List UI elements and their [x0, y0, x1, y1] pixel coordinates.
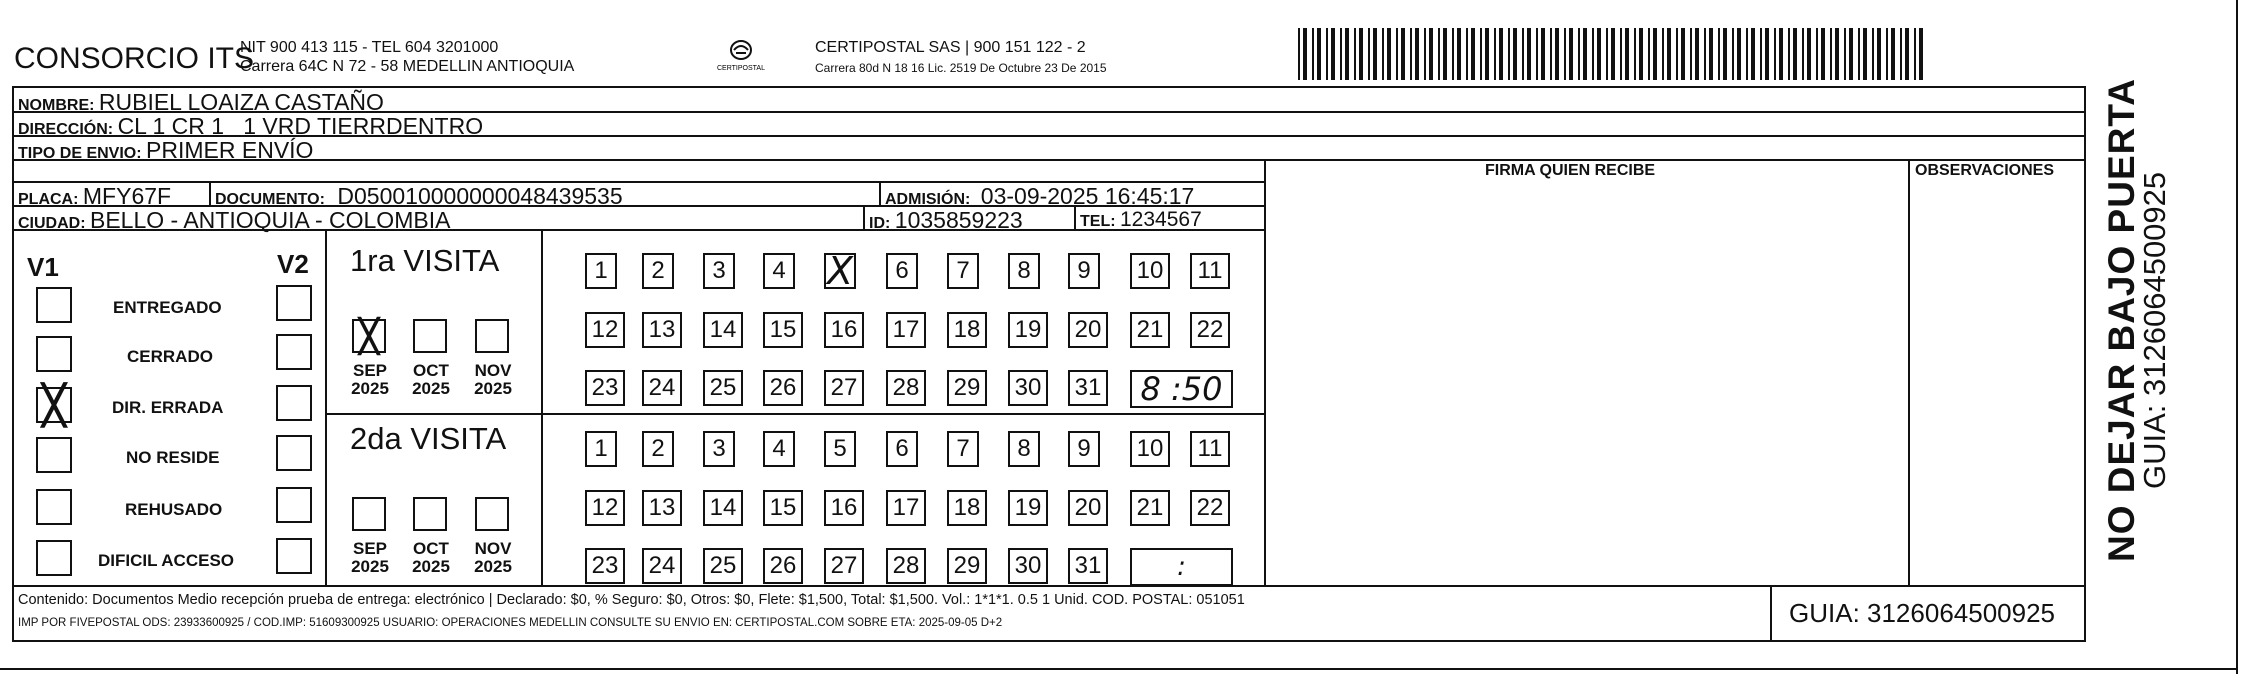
guide-frame: [12, 86, 2086, 642]
barcode-bar: [1886, 28, 1888, 80]
barcode-bar: [1676, 28, 1678, 80]
barcode-bar: [1597, 28, 1601, 80]
v2-checkbox[interactable]: [276, 334, 312, 370]
admision-value: 03-09-2025 16:45:17: [980, 183, 1195, 209]
v2-checkbox[interactable]: [276, 385, 312, 421]
certipostal-logo: [714, 38, 768, 78]
barcode-bar: [1373, 28, 1377, 80]
tel-label: TEL:: [1080, 213, 1116, 230]
id-row: [869, 209, 1023, 232]
barcode-bar: [1709, 28, 1713, 80]
day-box[interactable]: 27: [824, 370, 864, 406]
month-checkbox[interactable]: [352, 497, 386, 531]
month-label: [473, 362, 513, 398]
svg-text:CERTIPOSTAL: CERTIPOSTAL: [717, 65, 765, 72]
certipostal-address: Carrera 80d N 18 16 Lic. 2519 De Octubre 23 De 2015: [815, 61, 1107, 75]
v2-label: V2: [277, 249, 309, 279]
day-box[interactable]: 4: [763, 431, 795, 467]
documento-label: DOCUMENTO:: [215, 191, 325, 208]
v1-checkbox[interactable]: [36, 287, 72, 323]
day-box[interactable]: 11: [1190, 431, 1230, 467]
barcode-bar: [1354, 28, 1356, 80]
direccion-row: [18, 115, 483, 138]
day-box[interactable]: 2: [642, 253, 674, 289]
barcode-bar: [1625, 28, 1629, 80]
v1-checkbox[interactable]: ╳: [36, 387, 72, 423]
day-box[interactable]: 8: [1008, 253, 1040, 289]
barcode-bar: [1536, 28, 1538, 80]
barcode-bar: [1583, 28, 1587, 80]
month-checkbox[interactable]: ╳: [352, 319, 386, 353]
footer-guia: GUIA: 3126064500925: [1789, 598, 2055, 628]
day-box[interactable]: 17: [886, 490, 926, 526]
day-box[interactable]: 9: [1068, 253, 1100, 289]
barcode-bar: [1690, 28, 1692, 80]
barcode-bar: [1737, 28, 1741, 80]
barcode-bar: [1592, 28, 1594, 80]
barcode-bar: [1466, 28, 1468, 80]
barcode-bar: [1480, 28, 1482, 80]
barcode-bar: [1807, 28, 1811, 80]
month-year: 2025: [351, 378, 389, 398]
month-checkbox[interactable]: [413, 497, 447, 531]
day-box[interactable]: 6: [886, 253, 918, 289]
barcode-bar: [1569, 28, 1573, 80]
barcode-bar: [1331, 28, 1335, 80]
barcode-bar: [1457, 28, 1461, 80]
month-label: [411, 362, 451, 398]
barcode-bar: [1345, 28, 1349, 80]
day-box[interactable]: 15: [763, 312, 803, 348]
barcode-bar: [1606, 28, 1608, 80]
barcode-bar: [1835, 28, 1839, 80]
v1-checkbox[interactable]: [36, 489, 72, 525]
month-name: NOV: [474, 361, 512, 380]
barcode-bar: [1793, 28, 1797, 80]
visit-title: 2da VISITA: [350, 421, 507, 456]
imp-line: IMP POR FIVEPOSTAL ODS: 23933600925 / COD.IMP: 51609300925 USUARIO: OPERACIONES MEDELLIN CONSULTE SU ENVIO EN: CERTIPOSTAL.COM SOBRE ETA: 2025-09-05 D+2: [18, 617, 1003, 629]
barcode-bar: [1401, 28, 1405, 80]
day-box[interactable]: 25: [703, 548, 743, 584]
barcode-bar: [1312, 28, 1314, 80]
barcode-bar: [1541, 28, 1545, 80]
day-box[interactable]: 27: [824, 548, 864, 584]
v1-checkbox[interactable]: [36, 437, 72, 473]
day-box[interactable]: 26: [763, 548, 803, 584]
firma-header: FIRMA QUIEN RECIBE: [1485, 162, 1656, 179]
barcode-bar: [1611, 28, 1615, 80]
day-box[interactable]: 20: [1068, 490, 1108, 526]
barcode-bar: [1303, 28, 1307, 80]
day-box[interactable]: 7: [947, 431, 979, 467]
barcode-bar: [1340, 28, 1342, 80]
placa-value: MFY67F: [82, 183, 172, 209]
barcode-bar: [1368, 28, 1370, 80]
barcode-bar: [1508, 28, 1510, 80]
day-box[interactable]: 16: [824, 312, 864, 348]
day-box[interactable]: 16: [824, 490, 864, 526]
id-label: ID:: [869, 215, 891, 232]
month-year: 2025: [412, 378, 450, 398]
day-box[interactable]: 1: [585, 253, 617, 289]
day-box[interactable]: 28: [886, 548, 926, 584]
day-box[interactable]: 3: [703, 253, 735, 289]
v2-checkbox[interactable]: [276, 285, 312, 321]
day-box[interactable]: 8: [1008, 431, 1040, 467]
placa-row: [18, 185, 171, 208]
status-label: CERRADO: [127, 347, 213, 366]
tel-value: 1234567: [1120, 208, 1202, 231]
month-year: 2025: [351, 556, 389, 576]
barcode-bar: [1900, 28, 1902, 80]
barcode-bar: [1746, 28, 1748, 80]
barcode-bar: [1732, 28, 1734, 80]
status-label: DIFICIL ACCESO: [98, 551, 235, 570]
ciudad-row: [18, 209, 450, 232]
day-box[interactable]: 19: [1008, 490, 1048, 526]
barcode-bar: [1821, 28, 1825, 80]
day-box[interactable]: 25: [703, 370, 743, 406]
time-box[interactable]: 8 :50: [1130, 370, 1233, 408]
barcode-bar: [1919, 28, 1923, 80]
day-box[interactable]: 20: [1068, 312, 1108, 348]
barcode-bar: [1905, 28, 1909, 80]
barcode-bar: [1522, 28, 1524, 80]
barcode-bar: [1438, 28, 1440, 80]
day-box[interactable]: 10: [1130, 253, 1170, 289]
v1-label: V1: [27, 252, 59, 282]
barcode-bar: [1410, 28, 1412, 80]
tipo-row: [18, 139, 313, 162]
barcode-bar: [1578, 28, 1580, 80]
month-year: 2025: [474, 556, 512, 576]
month-name: SEP: [352, 361, 388, 380]
company-address: Carrera 64C N 72 - 58 MEDELLIN ANTIOQUIA: [240, 58, 575, 75]
barcode-bar: [1872, 28, 1874, 80]
barcode-bar: [1359, 28, 1363, 80]
day-box[interactable]: 28: [886, 370, 926, 406]
day-box[interactable]: 12: [585, 312, 625, 348]
month-name: OCT: [413, 361, 449, 380]
day-box[interactable]: X: [824, 253, 856, 289]
barcode-bar: [1298, 28, 1300, 80]
nombre-value: RUBIEL LOAIZA CASTAÑO: [98, 89, 384, 115]
barcode-bar: [1648, 28, 1650, 80]
direccion-label: DIRECCIÓN:: [18, 121, 114, 138]
barcode-bar: [1317, 28, 1321, 80]
month-name: OCT: [413, 539, 449, 558]
barcode-bar: [1653, 28, 1657, 80]
month-name: NOV: [474, 539, 512, 558]
month-year: 2025: [474, 378, 512, 398]
barcode-bar: [1499, 28, 1503, 80]
day-box[interactable]: 29: [947, 548, 987, 584]
barcode-bar: [1634, 28, 1636, 80]
barcode-bar: [1485, 28, 1489, 80]
barcode-bar: [1555, 28, 1559, 80]
barcode-bar: [1765, 28, 1769, 80]
barcode-bar: [1550, 28, 1552, 80]
day-box[interactable]: 29: [947, 370, 987, 406]
barcode-bar: [1788, 28, 1790, 80]
barcode-bar: [1620, 28, 1622, 80]
day-box[interactable]: 13: [642, 312, 682, 348]
barcode-bar: [1513, 28, 1517, 80]
barcode-bar: [1802, 28, 1804, 80]
day-box[interactable]: 12: [585, 490, 625, 526]
barcode-bar: [1387, 28, 1391, 80]
visit-title: 1ra VISITA: [350, 243, 500, 278]
status-label: REHUSADO: [125, 500, 223, 519]
barcode-bar: [1396, 28, 1398, 80]
barcode-bar: [1751, 28, 1755, 80]
barcode-bar: [1429, 28, 1433, 80]
day-box[interactable]: 21: [1130, 490, 1170, 526]
barcode-bar: [1877, 28, 1881, 80]
contenido-line: Contenido: Documentos Medio recepción prueba de entrega: electrónico | Declarado: $0, % Seguro: $0, Otros: $0, Flete: $1,500, Total: $1,500. Vol.: 1*1*1. 0.5 1 Unid. COD. POSTAL: 051051: [18, 592, 1245, 608]
admision-label: ADMISIÓN:: [885, 191, 971, 208]
month-label: [350, 362, 390, 398]
month-name: SEP: [352, 539, 388, 558]
day-box[interactable]: 19: [1008, 312, 1048, 348]
day-box[interactable]: 23: [585, 548, 625, 584]
barcode-bar: [1830, 28, 1832, 80]
barcode-bar: [1760, 28, 1762, 80]
day-box[interactable]: 22: [1190, 312, 1230, 348]
month-checkbox[interactable]: [475, 319, 509, 353]
tipo-value: PRIMER ENVÍO: [146, 137, 314, 163]
barcode-bar: [1662, 28, 1664, 80]
day-box[interactable]: 5: [824, 431, 856, 467]
barcode-bar: [1718, 28, 1720, 80]
barcode-bar: [1452, 28, 1454, 80]
observaciones-header: OBSERVACIONES: [1915, 162, 2054, 179]
barcode-bar: [1779, 28, 1783, 80]
month-label: [473, 540, 513, 576]
day-box[interactable]: 10: [1130, 431, 1170, 467]
day-box[interactable]: 18: [947, 490, 987, 526]
v1-checkbox[interactable]: [36, 540, 72, 576]
barcode-bar: [1723, 28, 1727, 80]
day-box[interactable]: 11: [1190, 253, 1230, 289]
side-notice: NO DEJAR BAJO PUERTA: [2101, 78, 2142, 562]
placa-label: PLACA:: [18, 191, 79, 208]
v1-checkbox[interactable]: [36, 336, 72, 372]
month-label: [350, 540, 390, 576]
barcode-bar: [1681, 28, 1685, 80]
month-checkbox[interactable]: [475, 497, 509, 531]
ciudad-label: CIUDAD:: [18, 215, 86, 232]
day-box[interactable]: 2: [642, 431, 674, 467]
barcode: [1298, 28, 1934, 80]
day-box[interactable]: 21: [1130, 312, 1170, 348]
barcode-bar: [1816, 28, 1818, 80]
barcode-bar: [1704, 28, 1706, 80]
day-box[interactable]: 17: [886, 312, 926, 348]
documento-row: [215, 185, 623, 208]
day-box[interactable]: 14: [703, 490, 743, 526]
barcode-bar: [1326, 28, 1328, 80]
barcode-bar: [1443, 28, 1447, 80]
barcode-bar: [1639, 28, 1643, 80]
status-label: DIR. ERRADA: [112, 398, 224, 417]
admision-row: [885, 185, 1194, 208]
day-box[interactable]: 3: [703, 431, 735, 467]
barcode-bar: [1891, 28, 1895, 80]
day-box[interactable]: 30: [1008, 548, 1048, 584]
day-box[interactable]: 31: [1068, 370, 1108, 406]
day-box[interactable]: 15: [763, 490, 803, 526]
day-box[interactable]: 4: [763, 253, 795, 289]
day-box[interactable]: 26: [763, 370, 803, 406]
day-box[interactable]: 31: [1068, 548, 1108, 584]
day-box[interactable]: 24: [642, 548, 682, 584]
documento-value: D050010000000048439535: [337, 183, 623, 209]
day-box[interactable]: 14: [703, 312, 743, 348]
v2-checkbox[interactable]: [276, 538, 312, 574]
side-guia: GUIA: 3126064500925: [2137, 171, 2172, 489]
direccion-value: CL 1 CR 1 1 VRD TIERRDENTRO: [117, 113, 484, 139]
barcode-bar: [1415, 28, 1419, 80]
day-box[interactable]: 6: [886, 431, 918, 467]
tel-row: [1080, 209, 1202, 230]
day-box[interactable]: 30: [1008, 370, 1048, 406]
month-label: [411, 540, 451, 576]
day-box[interactable]: 1: [585, 431, 617, 467]
barcode-bar: [1914, 28, 1916, 80]
nombre-label: NOMBRE:: [18, 97, 95, 114]
ciudad-value: BELLO - ANTIOQUIA - COLOMBIA: [90, 207, 451, 233]
day-box[interactable]: 7: [947, 253, 979, 289]
tipo-label: TIPO DE ENVIO:: [18, 145, 142, 162]
barcode-bar: [1424, 28, 1426, 80]
id-value: 1035859223: [894, 207, 1023, 233]
nombre-row: [18, 91, 384, 114]
status-label: NO RESIDE: [126, 448, 220, 467]
barcode-bar: [1667, 28, 1671, 80]
barcode-bar: [1564, 28, 1566, 80]
barcode-bar: [1695, 28, 1699, 80]
barcode-bar: [1849, 28, 1853, 80]
nit-line: NIT 900 413 115 - TEL 604 3201000: [240, 39, 499, 56]
certipostal-line: CERTIPOSTAL SAS | 900 151 122 - 2: [815, 39, 1086, 56]
day-box[interactable]: 9: [1068, 431, 1100, 467]
day-box[interactable]: 18: [947, 312, 987, 348]
time-box[interactable]: :: [1130, 548, 1233, 586]
month-checkbox[interactable]: [413, 319, 447, 353]
day-box[interactable]: 23: [585, 370, 625, 406]
barcode-bar: [1527, 28, 1531, 80]
barcode-bar: [1774, 28, 1776, 80]
status-label: ENTREGADO: [113, 298, 222, 317]
barcode-bar: [1471, 28, 1475, 80]
v2-checkbox[interactable]: [276, 435, 312, 471]
barcode-bar: [1844, 28, 1846, 80]
day-box[interactable]: 13: [642, 490, 682, 526]
barcode-bar: [1494, 28, 1496, 80]
barcode-bar: [1863, 28, 1867, 80]
day-box[interactable]: 22: [1190, 490, 1230, 526]
company-name: CONSORCIO ITS: [14, 42, 255, 75]
barcode-bar: [1382, 28, 1384, 80]
barcode-bar: [1858, 28, 1860, 80]
v2-checkbox[interactable]: [276, 487, 312, 523]
month-year: 2025: [412, 556, 450, 576]
day-box[interactable]: 24: [642, 370, 682, 406]
